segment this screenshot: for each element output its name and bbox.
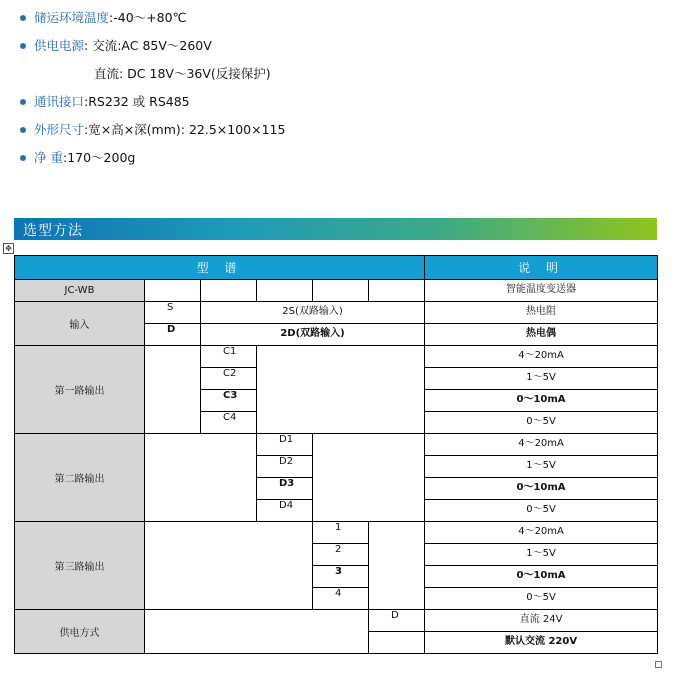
input-label: 输入 — [15, 302, 145, 346]
input-mode: 2D(双路输入) — [201, 324, 425, 346]
spec-label: 储运环境温度 — [34, 10, 110, 25]
input-desc: 热电偶 — [425, 324, 658, 346]
out1-desc: 0～10mA — [425, 390, 658, 412]
table-row — [15, 302, 658, 324]
bullet-icon — [20, 15, 26, 21]
out2-code: D1 — [257, 434, 313, 456]
power-desc: 直流 24V — [425, 610, 658, 632]
bullet-icon — [20, 155, 26, 161]
selection-table — [14, 255, 658, 654]
header-model: 型 谱 — [15, 256, 425, 280]
out1-desc: 4～20mA — [425, 346, 658, 368]
power-code: D — [369, 610, 425, 632]
bullet-icon — [20, 127, 26, 133]
out1-label: 第一路输出 — [15, 346, 145, 434]
out2-desc: 0～5V — [425, 500, 658, 522]
out1-desc: 1～5V — [425, 368, 658, 390]
out1-desc: 0～5V — [425, 412, 658, 434]
table-row — [15, 346, 658, 368]
section-title: 选型方法 — [23, 223, 83, 239]
bullet-icon — [20, 99, 26, 105]
out2-desc: 4～20mA — [425, 434, 658, 456]
out1-code: C4 — [201, 412, 257, 434]
out2-desc: 1～5V — [425, 456, 658, 478]
spec-value: 直流: DC 18V～36V(反接保护) — [94, 66, 271, 81]
input-code: D — [145, 324, 201, 346]
out3-code: 2 — [313, 544, 369, 566]
out3-desc: 4～20mA — [425, 522, 658, 544]
spec-value: :-40～+80℃ — [109, 10, 187, 25]
spec-label: 供电电源 — [34, 38, 85, 53]
out2-code: D2 — [257, 456, 313, 478]
out3-desc: 0～10mA — [425, 566, 658, 588]
out3-label: 第三路输出 — [15, 522, 145, 610]
power-label: 供电方式 — [15, 610, 145, 654]
out1-code: C3 — [201, 390, 257, 412]
spec-value: :RS232 或 RS485 — [84, 94, 190, 109]
header-desc: 说 明 — [425, 256, 658, 280]
out1-code: C1 — [201, 346, 257, 368]
table-row — [15, 610, 658, 632]
out3-code: 3 — [313, 566, 369, 588]
spec-value: : 交流:AC 85V～260V — [84, 38, 212, 53]
input-desc: 热电阻 — [425, 302, 658, 324]
table-move-handle-icon[interactable]: ✥ — [3, 243, 14, 254]
out2-desc: 0～10mA — [425, 478, 658, 500]
section-banner — [14, 218, 657, 240]
table-resize-handle[interactable] — [655, 661, 662, 668]
input-mode: 2S(双路输入) — [201, 302, 425, 324]
spec-label: 通讯接口 — [34, 94, 85, 109]
out3-desc: 1～5V — [425, 544, 658, 566]
table-row — [15, 434, 658, 456]
out2-code: D4 — [257, 500, 313, 522]
out3-code: 1 — [313, 522, 369, 544]
model-label: JC-WB — [15, 280, 145, 302]
spec-value: :宽×高×深(mm): 22.5×100×115 — [84, 122, 286, 137]
model-desc: 智能温度变送器 — [425, 280, 658, 302]
out2-code: D3 — [257, 478, 313, 500]
input-code: S — [145, 302, 201, 324]
bullet-icon — [20, 43, 26, 49]
spec-label: 净 重 — [34, 150, 63, 165]
spec-value: :170～200g — [62, 150, 136, 165]
table-header-row — [15, 256, 658, 280]
table-row — [15, 280, 658, 302]
out3-code: 4 — [313, 588, 369, 610]
spec-label: 外形尺寸 — [34, 122, 85, 137]
out3-desc: 0～5V — [425, 588, 658, 610]
out1-code: C2 — [201, 368, 257, 390]
out2-label: 第二路输出 — [15, 434, 145, 522]
table-row — [15, 522, 658, 544]
power-desc: 默认交流 220V — [425, 632, 658, 654]
